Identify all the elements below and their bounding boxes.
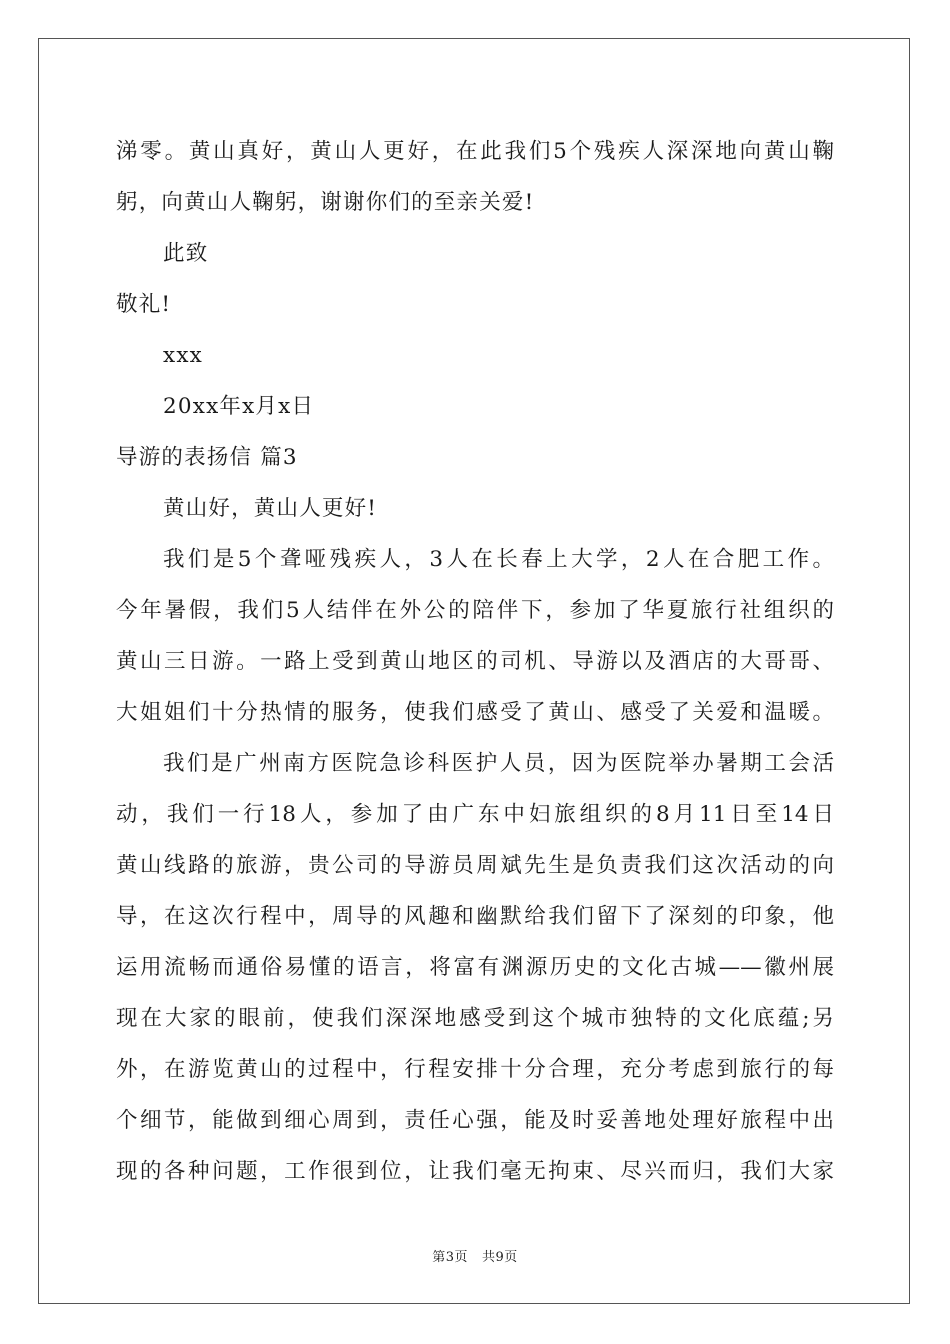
page-total: 共9页 xyxy=(482,1250,518,1265)
text-line: 运用流畅而通俗易懂的语言，将富有渊源历史的文化古城——徽州展 xyxy=(116,955,834,980)
text-line: 导，在这次行程中，周导的风趣和幽默给我们留下了深刻的印象，他 xyxy=(116,904,834,929)
text-line: 我们是广州南方医院急诊科医护人员，因为医院举办暑期工会活 xyxy=(163,751,834,776)
text-line: 大姐姐们十分热情的服务，使我们感受了黄山、感受了关爱和温暖。 xyxy=(116,700,834,725)
signature: xxx xyxy=(163,343,203,368)
text-line: 黄山三日游。一路上受到黄山地区的司机、导游以及酒店的大哥哥、 xyxy=(116,649,834,674)
text-line: 黄山线路的旅游，贵公司的导游员周斌先生是负责我们这次活动的向 xyxy=(116,853,834,878)
text-line: 外，在游览黄山的过程中，行程安排十分合理，充分考虑到旅行的每 xyxy=(116,1057,834,1082)
text-line: 个细节，能做到细心周到，责任心强，能及时妥善地处理好旅程中出 xyxy=(116,1108,834,1133)
closing-regards: 敬礼! xyxy=(116,292,172,317)
text-line: 现在大家的眼前，使我们深深地感受到这个城市独特的文化底蕴;另 xyxy=(116,1006,834,1031)
text-line: 躬，向黄山人鞠躬，谢谢你们的至亲关爱! xyxy=(116,190,535,215)
text-line: 现的各种问题，工作很到位，让我们毫无拘束、尽兴而归，我们大家 xyxy=(116,1159,834,1184)
letter-body xyxy=(116,126,834,1197)
letter-date: 20xx年x月x日 xyxy=(163,394,315,419)
section-title: 导游的表扬信 篇3 xyxy=(116,445,298,470)
text-line: 我们是5个聋哑残疾人，3人在长春上大学，2人在合肥工作。 xyxy=(163,547,834,572)
text-line: 今年暑假，我们5人结伴在外公的陪伴下，参加了华夏旅行社组织的 xyxy=(116,598,834,623)
page-footer xyxy=(0,1246,950,1265)
page-number: 第3页 xyxy=(432,1250,468,1265)
letter-greeting: 黄山好，黄山人更好! xyxy=(163,496,378,521)
text-line: 动，我们一行18人，参加了由广东中妇旅组织的8月11日至14日 xyxy=(116,802,834,827)
closing-salutation: 此致 xyxy=(163,241,209,266)
text-line: 涕零。黄山真好，黄山人更好，在此我们5个残疾人深深地向黄山鞠 xyxy=(116,139,834,164)
